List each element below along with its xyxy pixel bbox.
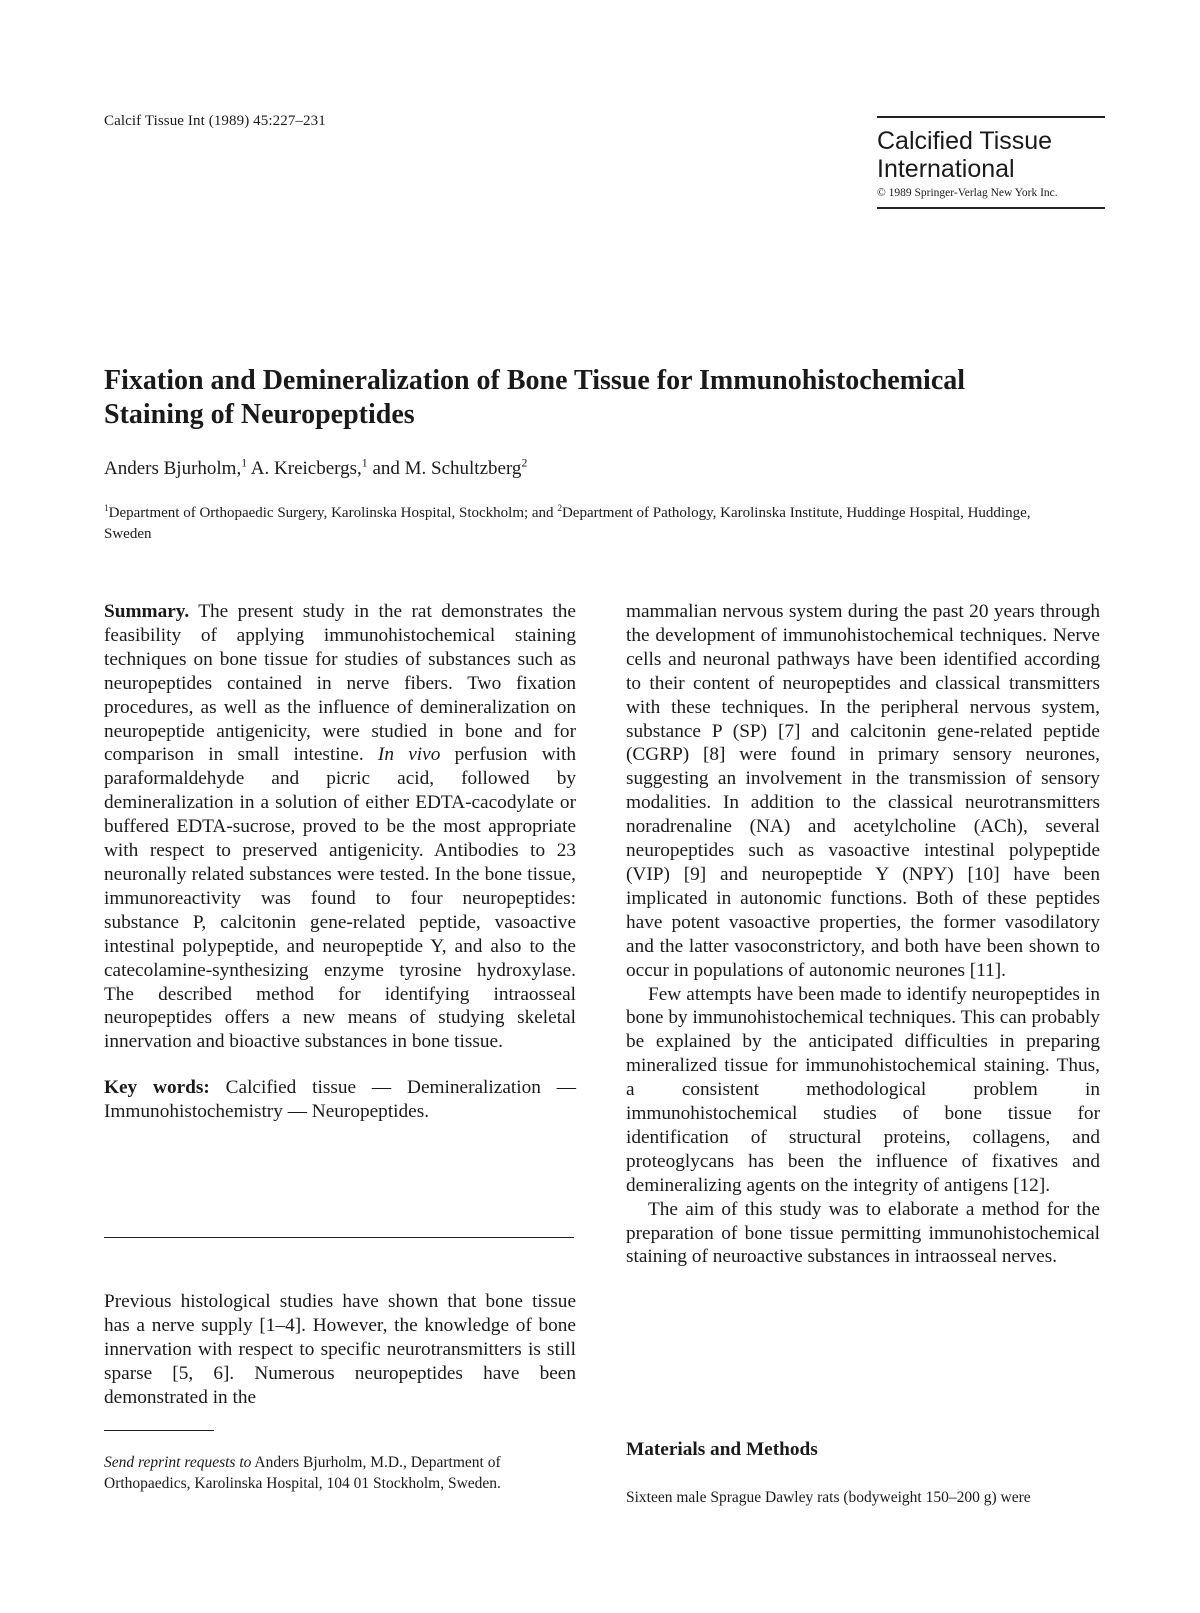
summary-text-continued: perfusion with paraformaldehyde and picric acid, followed by demineralization in a solution of either EDTA-cacodylate or buffered EDTA-sucrose, proved to be the most appropriate with respect to preserved antigenicity. Antibodies to 23 neuronally related substances were tested. In the bone tissue, immunoreactivity was found to four neuropeptides: substance P, calcitonin gene-related peptide, vasoactive intestinal polypeptide, and neuropeptide Y, and also to the catecolamine-synthesizing enzyme tyrosine hydroxylase. The described method for identifying intraosseal neuropeptides offers a new means of studying skeletal innervation and bioactive substances in bone tissue. xyxy=(104,744,576,1053)
affiliations xyxy=(104,503,1064,545)
body-paragraph: Few attempts have been made to identify neuropeptides in bone by immunohistochemical techniques. This can probably be explained by the anticipated difficulties in preparing mineralized tissue for immunohistochemical staining. Thus, a consistent methodological problem in immunohistochemical studies of bone tissue for identification of structural proteins, collagens, and proteoglycans has been the influence of fixatives and demineralizing agents on the integrity of antigens [12]. xyxy=(626,983,1100,1196)
reprint-footnote xyxy=(104,1452,579,1494)
journal-masthead xyxy=(877,116,1105,209)
section-heading-methods: Materials and Methods xyxy=(626,1439,818,1460)
keywords-label: Key words: xyxy=(104,1077,210,1099)
author-list xyxy=(104,458,527,480)
left-column xyxy=(104,600,576,1124)
methods-paragraph: Sixteen male Sprague Dawley rats (bodyweight 150–200 g) were xyxy=(626,1489,1031,1506)
affiliation-marker: 2 xyxy=(557,504,562,514)
affiliation-text: Department of Orthopaedic Surgery, Karolinska Hospital, Stockholm; and xyxy=(108,505,558,521)
journal-citation: Calcif Tissue Int (1989) 45:227–231 xyxy=(104,113,326,129)
footnote-text: Anders Bjurholm, M.D., Department of Orthopaedics, Karolinska Hospital, 104 01 Stockholm, Sweden. xyxy=(104,1454,501,1492)
summary-italic: In vivo xyxy=(377,744,441,766)
author-affiliation-marker: 1 xyxy=(361,456,368,470)
affiliation-text: Department of Pathology, Karolinska Institute, Huddinge Hospital, Huddinge, Sweden xyxy=(104,505,1031,542)
abstract-divider xyxy=(104,1237,574,1238)
footnote-italic: Send reprint requests to xyxy=(104,1454,252,1471)
footnote-rule xyxy=(104,1430,214,1431)
right-column xyxy=(626,600,1100,1269)
author-affiliation-marker: 2 xyxy=(521,456,528,470)
summary-label: Summary. xyxy=(104,601,190,622)
author-name: Anders Bjurholm, xyxy=(104,458,242,479)
copyright-notice: © 1989 Springer-Verlag New York Inc. xyxy=(877,187,1058,199)
summary-text: The present study in the rat demonstrates the feasibility of applying immunohistochemical staining techniques on bone tissue for studies of substances such as neuropeptides contained in nerve fibers. Two fixation procedures, as well as the influence of demineralization on neuropeptide antigenicity, were studied in bone and for comparison in small intestine. xyxy=(104,601,576,766)
keywords-paragraph xyxy=(104,1076,576,1124)
author-name: and M. Schultzberg xyxy=(367,458,522,479)
keywords-text: Calcified tissue — Demineralization — Immunohistochemistry — Neuropeptides. xyxy=(104,1077,576,1123)
affiliation-marker: 1 xyxy=(104,504,109,514)
body-paragraph: The aim of this study was to elaborate a method for the preparation of bone tissue permitting immunohistochemical staining of neuroactive substances in intraosseal nerves. xyxy=(626,1198,1100,1268)
author-name: A. Kreicbergs, xyxy=(247,458,362,479)
journal-name-line1: Calcified Tissue xyxy=(877,127,1053,155)
journal-name-line2: International xyxy=(877,155,1015,183)
author-affiliation-marker: 1 xyxy=(241,456,248,470)
body-paragraph: mammalian nervous system during the past 20 years through the development of immunohistochemical techniques. Nerve cells and neuronal pathways have been identified according to their content of neuropeptides and classical transmitters with these techniques. In the peripheral nervous system, substance P (SP) [7] and calcitonin gene-related peptide (CGRP) [8] were found in primary sensory neurones, suggesting an involvement in the transmission of sensory modalities. In addition to the classical neurotransmitters noradrenaline (NA) and acetylcholine (ACh), several neuropeptides such as vasoactive intestinal polypeptide (VIP) [9] and neuropeptide Y (NPY) [10] have been implicated in autonomic functions. Both of these peptides have potent vasoactive properties, the former vasodilatory and the latter vasoconstrictory, and both have been shown to occur in populations of autonomic neurones [11]. xyxy=(626,601,1100,981)
introduction-paragraph: Previous histological studies have shown that bone tissue has a nerve supply [1–4]. However, the knowledge of bone innervation with respect to specific neurotransmitters is still sparse [5, 6]. Numerous neuropeptides have been demonstrated in the xyxy=(104,1291,576,1408)
article-title: Fixation and Demineralization of Bone Tissue for Immunohistochemical Staining of Neuropeptides xyxy=(104,365,966,430)
summary-paragraph xyxy=(104,600,576,1054)
